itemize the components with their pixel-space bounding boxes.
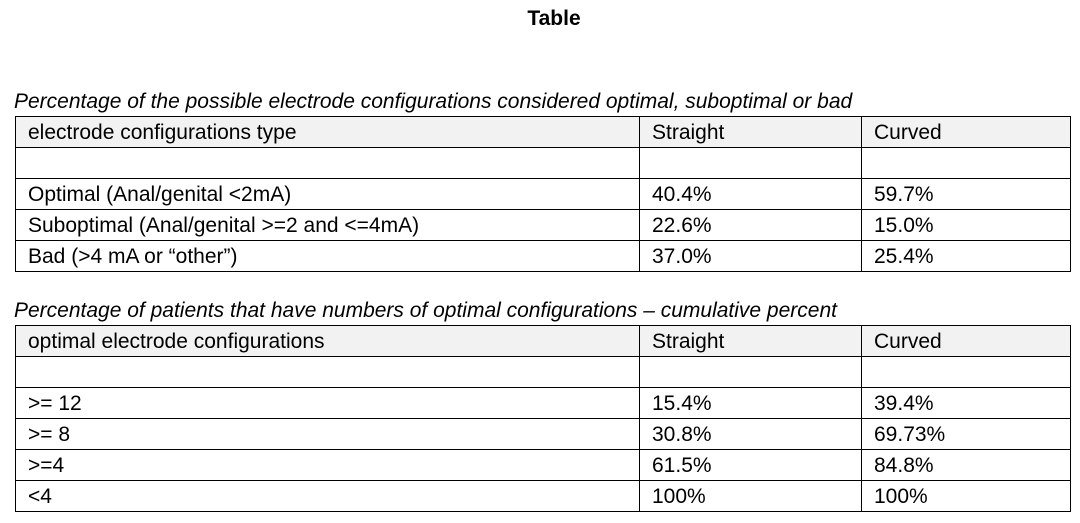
empty-cell — [16, 148, 640, 179]
column-header: optimal electrode configurations — [16, 326, 640, 357]
curved-value: 100% — [862, 481, 1071, 512]
row-label: <4 — [16, 481, 640, 512]
row-label: >= 8 — [16, 419, 640, 450]
row-label: >=4 — [16, 450, 640, 481]
curved-value: 84.8% — [862, 450, 1071, 481]
empty-cell — [862, 357, 1071, 388]
table-header-row — [16, 117, 1071, 148]
table-caption: Percentage of the possible electrode configurations considered optimal, suboptimal or bad — [14, 90, 853, 113]
empty-row — [16, 357, 1071, 388]
curved-value: 59.7% — [862, 179, 1071, 210]
optimal-configurations-table — [15, 325, 1071, 512]
column-header: Straight — [640, 326, 862, 357]
page-title: Table — [527, 7, 581, 30]
table-row — [16, 481, 1071, 512]
straight-value: 30.8% — [640, 419, 862, 450]
row-label: >= 12 — [16, 388, 640, 419]
empty-cell — [16, 357, 640, 388]
straight-value: 100% — [640, 481, 862, 512]
column-header: electrode configurations type — [16, 117, 640, 148]
straight-value: 40.4% — [640, 179, 862, 210]
table-row — [16, 388, 1071, 419]
empty-cell — [862, 148, 1071, 179]
electrode-configurations-table — [15, 116, 1071, 272]
straight-value: 37.0% — [640, 241, 862, 272]
straight-value: 22.6% — [640, 210, 862, 241]
table-row — [16, 450, 1071, 481]
empty-cell — [640, 148, 862, 179]
curved-value: 39.4% — [862, 388, 1071, 419]
straight-value: 61.5% — [640, 450, 862, 481]
column-header: Curved — [862, 326, 1071, 357]
row-label: Bad (>4 mA or “other”) — [16, 241, 640, 272]
empty-row — [16, 148, 1071, 179]
empty-cell — [640, 357, 862, 388]
row-label: Optimal (Anal/genital <2mA) — [16, 179, 640, 210]
row-label: Suboptimal (Anal/genital >=2 and <=4mA) — [16, 210, 640, 241]
column-header: Straight — [640, 117, 862, 148]
table-caption: Percentage of patients that have numbers of optimal configurations – cumulative percent — [14, 299, 837, 322]
table-row — [16, 210, 1071, 241]
curved-value: 15.0% — [862, 210, 1071, 241]
curved-value: 69.73% — [862, 419, 1071, 450]
table-row — [16, 179, 1071, 210]
table-row — [16, 241, 1071, 272]
table-header-row — [16, 326, 1071, 357]
table-row — [16, 419, 1071, 450]
curved-value: 25.4% — [862, 241, 1071, 272]
straight-value: 15.4% — [640, 388, 862, 419]
column-header: Curved — [862, 117, 1071, 148]
